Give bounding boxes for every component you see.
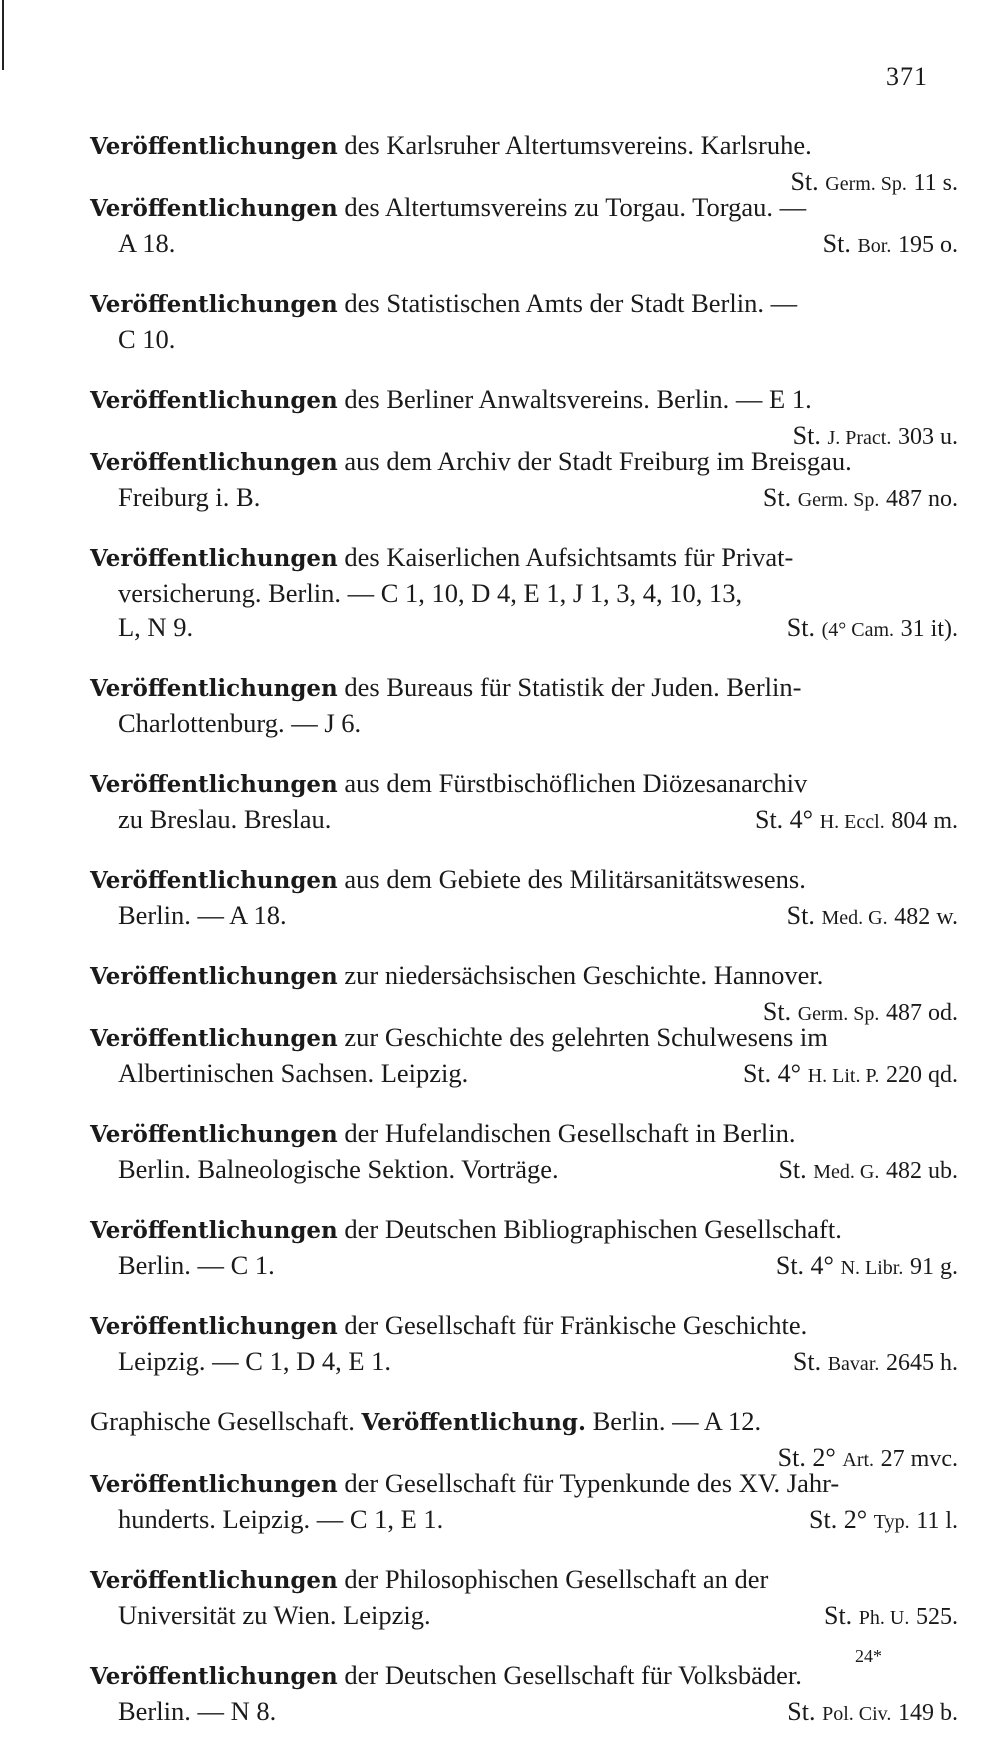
catalog-entry xyxy=(90,540,958,644)
entry-text: Berlin. Balneologische Sektion. Vorträge. xyxy=(118,1154,559,1184)
shelf-mark-number: 91 g. xyxy=(910,1254,958,1280)
shelf-mark-class: (4° Cam. xyxy=(821,619,895,641)
entry-text: Albertinischen Sachsen. Leipzig. xyxy=(118,1058,469,1088)
shelf-mark-number: 31 it). xyxy=(900,616,958,642)
shelf-mark xyxy=(809,1502,958,1539)
entry-text: der Gesellschaft für Typenkunde des XV. Jahr- xyxy=(344,1468,840,1498)
entry-continuation-line xyxy=(90,1598,958,1632)
catalog-entry xyxy=(90,1466,958,1536)
shelf-mark xyxy=(823,226,958,263)
entry-continuation-line xyxy=(90,576,958,610)
catalog-entry xyxy=(90,1212,958,1282)
shelf-mark-prefix: St. xyxy=(786,613,815,642)
entry-headword: Veröffentlichungen xyxy=(90,963,338,990)
shelf-mark xyxy=(793,1344,958,1381)
entry-text: der Deutschen Bibliographischen Gesellschaft. xyxy=(344,1214,842,1244)
entry-continuation-line xyxy=(90,226,958,260)
entry-text: Universität zu Wien. Leipzig. xyxy=(118,1600,431,1630)
catalog-entries xyxy=(90,128,958,1754)
shelf-mark-class: Med. G. xyxy=(813,1161,880,1183)
entry-title-line xyxy=(90,670,958,706)
shelf-mark xyxy=(787,1694,958,1731)
entry-headword: Veröffentlichungen xyxy=(90,545,338,572)
shelf-mark-class: H. Eccl. xyxy=(819,811,885,833)
shelf-mark-prefix: St. 4° xyxy=(755,805,814,834)
entry-title-line xyxy=(90,862,958,898)
entry-continuation-line xyxy=(90,610,958,644)
shelf-mark-number: 11 l. xyxy=(916,1508,958,1534)
entry-title-line xyxy=(90,958,958,994)
entry-headword: Veröffentlichungen xyxy=(90,675,338,702)
entry-text: Charlottenburg. — J 6. xyxy=(118,708,362,738)
entry-title-line xyxy=(90,444,958,480)
catalog-entry xyxy=(90,1308,958,1378)
entry-text: hunderts. Leipzig. — C 1, E 1. xyxy=(118,1504,444,1534)
catalog-entry xyxy=(90,190,958,260)
entry-continuation-line xyxy=(90,1152,958,1186)
entry-text: des Berliner Anwaltsvereins. Berlin. — E 1. xyxy=(344,384,812,414)
entry-text: Berlin. — N 8. xyxy=(118,1696,277,1726)
entry-headword: Veröffentlichungen xyxy=(90,1025,338,1052)
entry-continuation-line xyxy=(90,706,958,740)
shelf-mark-class: Germ. Sp. xyxy=(797,1003,880,1025)
entry-headword: Veröffentlichungen xyxy=(90,133,338,160)
catalog-entry xyxy=(90,1404,958,1472)
shelf-mark-class: Bor. xyxy=(857,235,892,257)
shelf-mark-prefix: St. 4° xyxy=(742,1059,802,1088)
entry-title-line xyxy=(90,1658,958,1694)
catalog-entry xyxy=(90,1116,958,1186)
entry-headword: Veröffentlichungen xyxy=(90,1663,338,1690)
catalog-entry xyxy=(90,1562,958,1632)
entry-headword: Veröffentlichungen xyxy=(90,1471,338,1498)
entry-text: zu Breslau. Breslau. xyxy=(118,804,332,834)
entry-continuation-line xyxy=(90,1056,958,1090)
entry-text: A 18. xyxy=(118,228,176,258)
shelf-mark-number: 525. xyxy=(916,1604,958,1630)
shelf-mark-class: J. Pract. xyxy=(827,427,892,449)
shelf-mark-prefix: St. xyxy=(762,997,792,1026)
entry-title-line xyxy=(90,1212,958,1248)
entry-headword: Veröffentlichung. xyxy=(361,1409,586,1436)
shelf-mark-prefix: St. 2° xyxy=(809,1505,868,1534)
shelf-mark-number: 487 od. xyxy=(886,1000,958,1026)
entry-text: der Gesellschaft für Fränkische Geschichte. xyxy=(344,1310,808,1340)
shelf-mark-class: Ph. U. xyxy=(858,1607,910,1629)
shelf-mark xyxy=(755,802,958,839)
shelf-mark-class: Germ. Sp. xyxy=(797,489,880,511)
entry-text: L, N 9. xyxy=(118,612,194,642)
shelf-mark xyxy=(776,1248,958,1285)
shelf-mark xyxy=(763,480,958,517)
page-number: 371 xyxy=(886,62,928,91)
entry-text: des Statistischen Amts der Stadt Berlin. — xyxy=(344,288,798,318)
shelf-mark-class: Med. G. xyxy=(821,907,888,929)
shelf-mark xyxy=(778,1152,958,1189)
catalog-entry xyxy=(90,766,958,836)
entry-headword: Veröffentlichungen xyxy=(90,387,338,414)
entry-text: Berlin. — A 12. xyxy=(592,1406,762,1436)
entry-text: Berlin. — C 1. xyxy=(118,1250,275,1280)
entry-title-line xyxy=(90,1020,958,1056)
entry-text: zur niedersächsischen Geschichte. Hannover. xyxy=(344,960,824,990)
entry-prefix: Graphische Gesellschaft. xyxy=(90,1406,355,1436)
shelf-mark-prefix: St. xyxy=(822,229,851,258)
entry-title-line xyxy=(90,1116,958,1152)
shelf-mark-prefix: St. 2° xyxy=(777,1443,836,1472)
entry-title-line xyxy=(90,1466,958,1502)
shelf-mark xyxy=(743,1056,958,1093)
shelf-mark-class: Pol. Civ. xyxy=(822,1703,892,1725)
entry-headword: Veröffentlichungen xyxy=(90,1313,338,1340)
entry-text: der Hufelandischen Gesellschaft in Berlin. xyxy=(344,1118,796,1148)
shelf-mark-class: Bavar. xyxy=(827,1353,880,1375)
entry-text: Berlin. — A 18. xyxy=(118,900,287,930)
entry-headword: Veröffentlichungen xyxy=(90,1121,338,1148)
shelf-mark-prefix: St. xyxy=(762,483,792,512)
shelf-mark xyxy=(824,1598,958,1635)
scan-edge-line xyxy=(2,0,4,70)
catalog-entry xyxy=(90,862,958,932)
entry-title-line xyxy=(90,1308,958,1344)
entry-headword: Veröffentlichungen xyxy=(90,195,338,222)
shelf-mark-class: Germ. Sp. xyxy=(825,173,907,195)
shelf-mark-number: 2645 h. xyxy=(886,1350,958,1376)
entry-text: C 10. xyxy=(118,324,176,354)
entry-continuation-line xyxy=(90,1248,958,1282)
entry-text: der Philosophischen Gesellschaft an der xyxy=(344,1564,769,1594)
shelf-mark-class: Art. xyxy=(842,1449,875,1471)
entry-title-line xyxy=(90,1562,958,1598)
entry-title-line xyxy=(90,766,958,802)
shelf-mark-prefix: St. 4° xyxy=(775,1251,834,1280)
shelf-mark-class: H. Lit. P. xyxy=(807,1065,880,1087)
shelf-mark-prefix: St. xyxy=(790,167,819,196)
shelf-mark xyxy=(787,610,958,647)
shelf-mark-prefix: St. xyxy=(778,1155,807,1184)
entry-text: des Karlsruher Altertumsvereins. Karlsruhe. xyxy=(344,130,812,160)
catalog-entry xyxy=(90,1658,958,1728)
entry-text: aus dem Fürstbischöflichen Diözesanarchiv xyxy=(344,768,808,798)
shelf-mark-number: 149 b. xyxy=(898,1700,958,1726)
shelf-mark-number: 11 s. xyxy=(913,170,958,196)
entry-text: versicherung. Berlin. — C 1, 10, D 4, E 1, J 1, 3, 4, 10, 13, xyxy=(118,578,743,608)
entry-headword: Veröffentlichungen xyxy=(90,1567,338,1594)
entry-continuation-line xyxy=(90,1344,958,1378)
entry-text: aus dem Gebiete des Militärsanitätswesens. xyxy=(344,864,806,894)
shelf-mark-number: 804 m. xyxy=(891,808,958,834)
shelf-mark-class: N. Libr. xyxy=(840,1257,904,1279)
entry-text: Leipzig. — C 1, D 4, E 1. xyxy=(118,1346,392,1376)
catalog-entry xyxy=(90,382,958,450)
shelf-mark-number: 482 w. xyxy=(894,904,958,930)
catalog-entry xyxy=(90,444,958,514)
entry-text: Freiburg i. B. xyxy=(118,482,261,512)
entry-title-line xyxy=(90,382,958,418)
catalog-entry xyxy=(90,128,958,196)
shelf-mark-number: 482 ub. xyxy=(886,1158,958,1184)
entry-headword: Veröffentlichungen xyxy=(90,291,338,318)
shelf-mark-number: 303 u. xyxy=(898,424,958,450)
entry-title-line xyxy=(90,540,958,576)
catalog-entry xyxy=(90,670,958,740)
shelf-mark-prefix: St. xyxy=(792,421,821,450)
entry-continuation-line xyxy=(90,322,958,356)
entry-headword: Veröffentlichungen xyxy=(90,771,338,798)
entry-text: aus dem Archiv der Stadt Freiburg im Breisgau. xyxy=(344,446,852,476)
shelf-mark-prefix: St. xyxy=(823,1601,853,1630)
entry-title-line xyxy=(90,128,958,164)
shelf-mark-number: 195 o. xyxy=(898,232,958,258)
shelf-mark-number: 220 qd. xyxy=(886,1062,958,1088)
shelf-mark-number: 27 mvc. xyxy=(880,1446,958,1472)
shelf-mark-prefix: St. xyxy=(787,1697,816,1726)
shelf-mark-class: Typ. xyxy=(873,1511,910,1533)
entry-continuation-line xyxy=(90,480,958,514)
shelf-mark xyxy=(787,898,958,935)
entry-text: des Kaiserlichen Aufsichtsamts für Privat- xyxy=(344,542,794,572)
catalog-entry xyxy=(90,1020,958,1090)
signature-mark: 24* xyxy=(855,1646,882,1666)
catalog-entry xyxy=(90,286,958,356)
shelf-mark-number: 487 no. xyxy=(886,486,958,512)
entry-text: der Deutschen Gesellschaft für Volksbäder. xyxy=(344,1660,802,1690)
entry-title-line xyxy=(90,190,958,226)
entry-headword: Veröffentlichungen xyxy=(90,1217,338,1244)
entry-text: des Altertumsvereins zu Torgau. Torgau. — xyxy=(344,192,807,222)
entry-continuation-line xyxy=(90,1502,958,1536)
entry-text: zur Geschichte des gelehrten Schulwesens im xyxy=(344,1022,828,1052)
catalog-entry xyxy=(90,958,958,1026)
shelf-mark-prefix: St. xyxy=(792,1347,822,1376)
entry-text: des Bureaus für Statistik der Juden. Berlin- xyxy=(344,672,802,702)
entry-headword: Veröffentlichungen xyxy=(90,449,338,476)
entry-title-line xyxy=(90,286,958,322)
entry-continuation-line xyxy=(90,1694,958,1728)
entry-continuation-line xyxy=(90,898,958,932)
shelf-mark-prefix: St. xyxy=(786,901,815,930)
entry-title-line xyxy=(90,1404,958,1440)
entry-headword: Veröffentlichungen xyxy=(90,867,338,894)
entry-continuation-line xyxy=(90,802,958,836)
